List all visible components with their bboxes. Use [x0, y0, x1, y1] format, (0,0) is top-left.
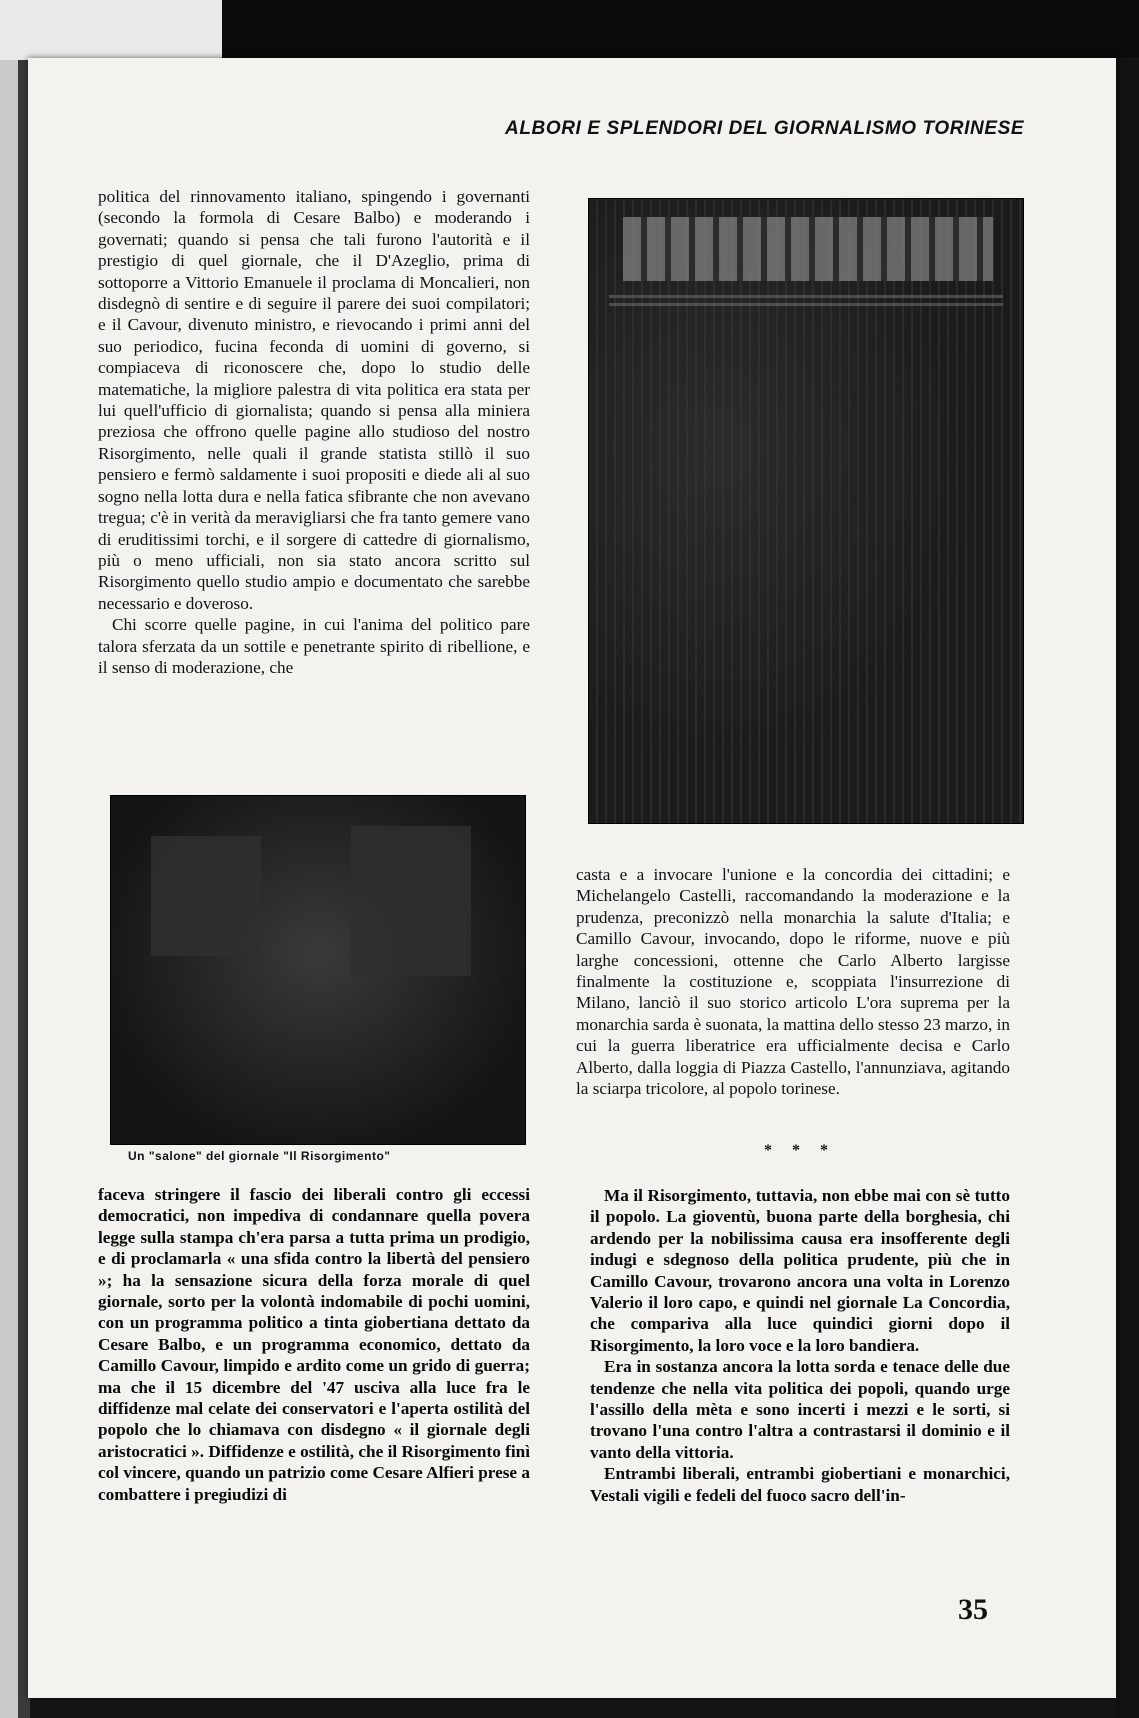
masthead-rule	[609, 303, 1003, 306]
column-bottom-right	[590, 1185, 1010, 1506]
paragraph: faceva stringere il fascio dei liberali contro gli eccessi democratici, non impediva di condannare quella povera legge sulla stampa ch'era parsa a tutta prima un prodigio, e di proclamarla « una sfida contro la libertà del pensiero »; ha la sensazione sicura della forza morale di quel giornale, sorto per la volontà indomabile di pochi uomini, con un programma politico a tinta giobertiana dettato da Cesare Balbo, e un programma economico, dettato da Camillo Cavour, limpido e ardito come un grido di guerra; ma che il 15 dicembre del '47 usciva alla luce fra le diffidenze mal celate dei conservatori e l'aperta ostilità del popolo che lo chiamava con disdegno « il giornale degli aristocratici ». Diffidenze e ostilità, che il Risorgimento finì col vincere, quando un patrizio come Cesare Alfieri prese a combattere i pregiudizi di	[98, 1185, 530, 1504]
paragraph: Ma il Risorgimento, tuttavia, non ebbe mai con sè tutto il popolo. La gioventù, buona parte della borghesia, chi ardendo per la nobilissima causa era insofferente degli indugi e sdegnoso della politica prudente, più che in Camillo Cavour, trovarono ancora una volta in Lorenzo Valerio il loro capo, e quindi nel giornale La Concordia, che compariva alla luce quindici giorni dopo il Risorgimento, la loro voce e la loro bandiera.	[590, 1186, 1010, 1355]
scan-right-edge	[1115, 60, 1139, 1718]
paragraph: casta e a invocare l'unione e la concordia dei cittadini; e Michelangelo Castelli, raccomandando la moderazione e la prudenza, preconizzò nella monarchia la salute d'Italia; e Camillo Cavour, invocando, dopo le riforme, nuove e più larghe concessioni, ottenne che Carlo Alberto largisse finalmente la costituzione e, scoppiata l'insurrezione di Milano, lanciò il suo storico articolo L'ora suprema per la monarchia sarda è suonata, la mattina dello stesso 23 marzo, in cui la guerra liberatrice era ufficialmente decisa e Carlo Alberto, dalla loggia di Piazza Castello, l'annunziava, agitando la sciarpa tricolore, al popolo torinese.	[576, 865, 1010, 1099]
column-bottom-left	[98, 1184, 530, 1505]
newspaper-masthead-photo	[588, 198, 1024, 824]
newsroom-photo	[110, 795, 526, 1145]
paragraph: Entrambi liberali, entrambi giobertiani e monarchici, Vestali vigili e fedeli del fuoco sacro dell'in-	[590, 1464, 1010, 1505]
paragraph: politica del rinnovamento italiano, spingendo i governanti (secondo la formola di Cesare Balbo) e moderando i governati; quando si pensa che tali furono l'autorità e il prestigio di quel giornale, che il D'Azeglio, prima di sottoporre a Vittorio Emanuele il proclama di Moncalieri, non disdegnò di sentire e di seguire il parere dei suoi compilatori; e il Cavour, divenuto ministro, e rievocando i primi anni del suo periodico, fucina feconda di uomini di governo, si compiaceva di riconoscere che, dopo lo studio delle matematiche, la migliore palestra di vita politica era stata per lui quell'ufficio di giornalista; quando si pensa alla miniera preziosa che offrono quelle pagine allo studioso del nostro Risorgimento, nelle quali il grande statista stillò il suo pensiero e fermò saldamente i suoi propositi e diede ali al suo sogno nella lotta dura e nella fatica sfibrante che non avevano tregua; c'è in verità da meravigliarsi che fra tanto gemere vano di eruditissimi torchi, e il sorgere di cattedre di giornalismo, più o meno ufficiali, non sia stato ancora scritto sul Risorgimento quello studio ampio e documentato che sarebbe necessario e doveroso.	[98, 187, 530, 613]
photo-caption: Un "salone" del giornale "Il Risorgimento"	[128, 1149, 391, 1163]
paragraph: Chi scorre quelle pagine, in cui l'anima del politico pare talora sferzata da un sottile e penetrante spirito di ribellione, e il senso di moderazione, che	[98, 615, 530, 677]
scan-left-edge	[0, 60, 30, 1718]
section-separator: * * *	[764, 1142, 836, 1159]
column-top-left	[98, 186, 530, 678]
scan-corner	[0, 0, 222, 60]
running-title: ALBORI E SPLENDORI DEL GIORNALISMO TORINESE	[505, 118, 1025, 139]
column-mid-right	[576, 864, 1010, 1099]
paragraph: Era in sostanza ancora la lotta sorda e tenace delle due tendenze che nella vita politica dei popoli, quando urge l'assillo della mèta e sono incerti i mezzi e le sorti, si trovano l'una contro l'altra a contrastarsi il dominio e il vanto della vittoria.	[590, 1357, 1010, 1462]
photo-window	[151, 836, 261, 956]
page-number: 35	[958, 1593, 988, 1626]
masthead-rule	[609, 295, 1003, 298]
photo-window	[351, 826, 471, 976]
masthead-strip	[623, 217, 993, 281]
